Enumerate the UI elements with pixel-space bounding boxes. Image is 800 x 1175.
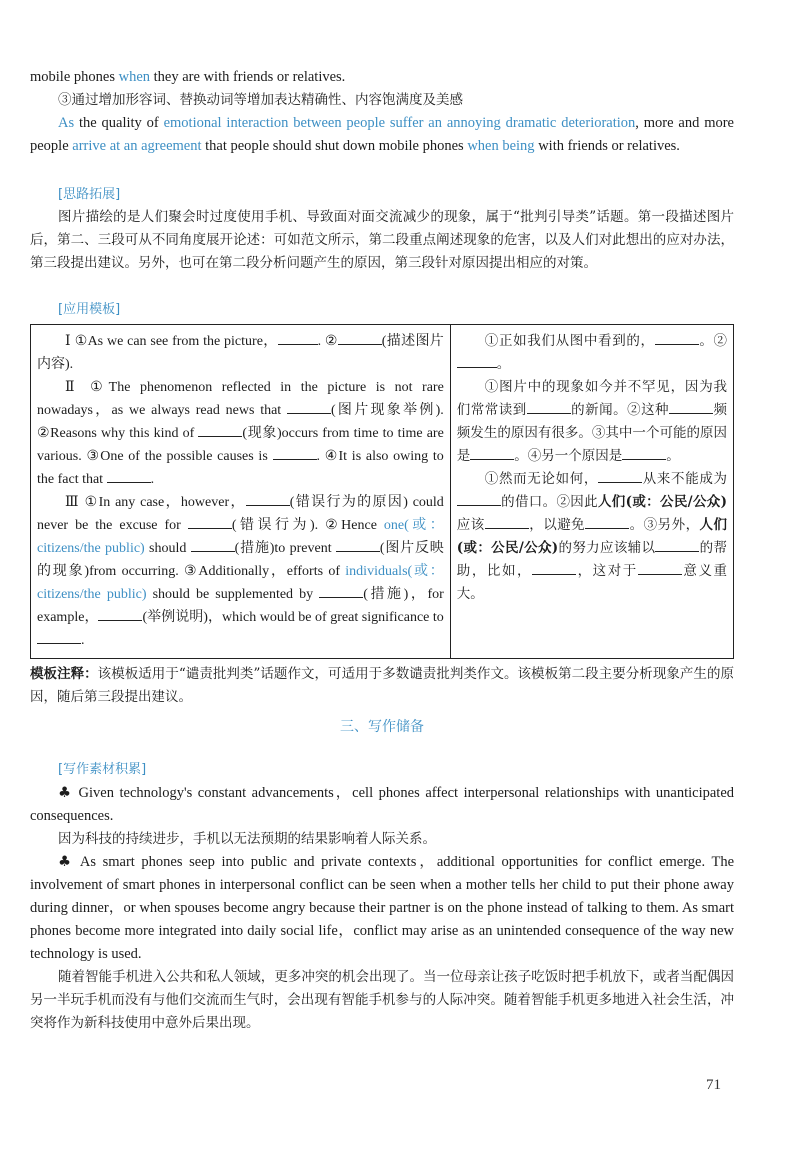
template-tag: [应用模板]	[58, 302, 121, 317]
thinking-body: 图片描绘的是人们聚会时过度使用手机、导致面对面交流减少的现象，属于“批判引导类”话题。第一段描述图片后，第二、三段可从不同角度展开论述：可如范文所示，第二段重点阐述现象的危害，以及人们对此想出的应对办法，第三段提出建议。另外，也可在第二段分析问题产生的原因，第三段针对原因提出相应的对策。	[30, 209, 734, 271]
section-heading-block	[30, 716, 734, 736]
page-number: 71	[706, 1077, 721, 1093]
material-2-zh: 随着智能手机进入公共和私人领域，更多冲突的机会出现了。当一位母亲让孩子吃饭时把手机放下，或者当配偶因另一半玩手机而没有与他们交流而生气时，会出现有智能手机参与的人际冲突。随着智能手机更多地进入社会生活，冲突将作为新科技使用中意外后果出现。	[30, 969, 734, 1031]
template-table	[30, 324, 734, 659]
intro-line1: mobile phones when they are with friends or relatives.	[30, 69, 346, 85]
template-zh-para2: ①图片中的现象如今并不罕见，因为我们常常读到 的新闻。②这种 频频发生的原因有很多。③其中一个可能的原因是 。④另一个原因是 。	[456, 379, 728, 464]
materials-tag: [写作素材积累]	[58, 762, 147, 777]
template-note	[30, 663, 734, 709]
intro-block	[30, 66, 734, 158]
template-section	[30, 298, 734, 659]
intro-point3: ③通过增加形容词、替换动词等增加表达精确性、内容饱满度及美感	[58, 92, 463, 108]
template-en-para2: Ⅱ ①The phenomenon reflected in the picture is not rare nowadays，as we always read news that (图片现象举例). ②Reasons why this kind of (现象)occurs from time to time are various. ③One of the possible causes is . ④It is also owing to the fact that .	[37, 380, 444, 487]
section-heading: 三、写作储备	[340, 719, 424, 735]
material-1-en: ♣ Given technology's constant advancements，cell phones affect interpersonal relationships with unanticipated consequences.	[30, 785, 734, 824]
intro-example: As the quality of emotional interaction between people suffer an annoying dramatic deterioration, more and more people arrive at an agreement that people should shut down mobile phones when being with friends or relatives.	[30, 115, 734, 154]
note-label: 模板注释：	[30, 666, 98, 682]
template-english-column	[31, 325, 451, 659]
material-1-zh: 因为科技的持续进步，手机以无法预期的结果影响着人际关系。	[58, 831, 436, 847]
note-text: 该模板适用于“谴责批判类”话题作文，可适用于多数谴责批判类作文。该模板第二段主要分析现象产生的原因，随后第三段提出建议。	[30, 666, 734, 705]
template-zh-para3: ①然而无论如何， 从来不能成为的借口。②因此人们(或：公民/公众)应该 ，以避免 。③另外，人们(或：公民/公众)的努力应该辅以 的帮助，比如， ，这对于 意义重大。	[457, 468, 727, 606]
thinking-section	[30, 183, 734, 275]
club-icon: ♣	[58, 785, 73, 801]
template-zh-para1: ①正如我们从图中看到的， 。②。	[457, 330, 727, 376]
material-2-en: ♣ As smart phones seep into public and private contexts，additional opportunities for conflict emerge. The involvement of smart phones in interpersonal conflict can be seen when a mother tells her child to put their phone away during dinner，or when spouses become angry because their partner is on the phone instead of talking to them. As smart phones become more integrated into daily social life，conflict may arise as an unintended consequence of the way new technology is used.	[30, 854, 735, 962]
materials-section	[30, 758, 734, 1035]
template-chinese-column	[450, 325, 733, 659]
template-en-para1: Ⅰ ①As we can see from the picture， . ② (描述图片内容).	[37, 330, 444, 376]
club-icon: ♣	[58, 854, 75, 870]
thinking-tag: [思路拓展]	[58, 187, 121, 202]
template-en-para3: Ⅲ ①In any case，however， (错误行为的原因) could never be the excuse for (错误行为). ②Hence one(或：citizens/the public) should (措施)to prevent (图片反映的现象)from occurring. ③Additionally，efforts of individuals(或：citizens/the public) should be supplemented by (措施)，for example， (举例说明)，which would be of great significance to .	[37, 491, 444, 652]
